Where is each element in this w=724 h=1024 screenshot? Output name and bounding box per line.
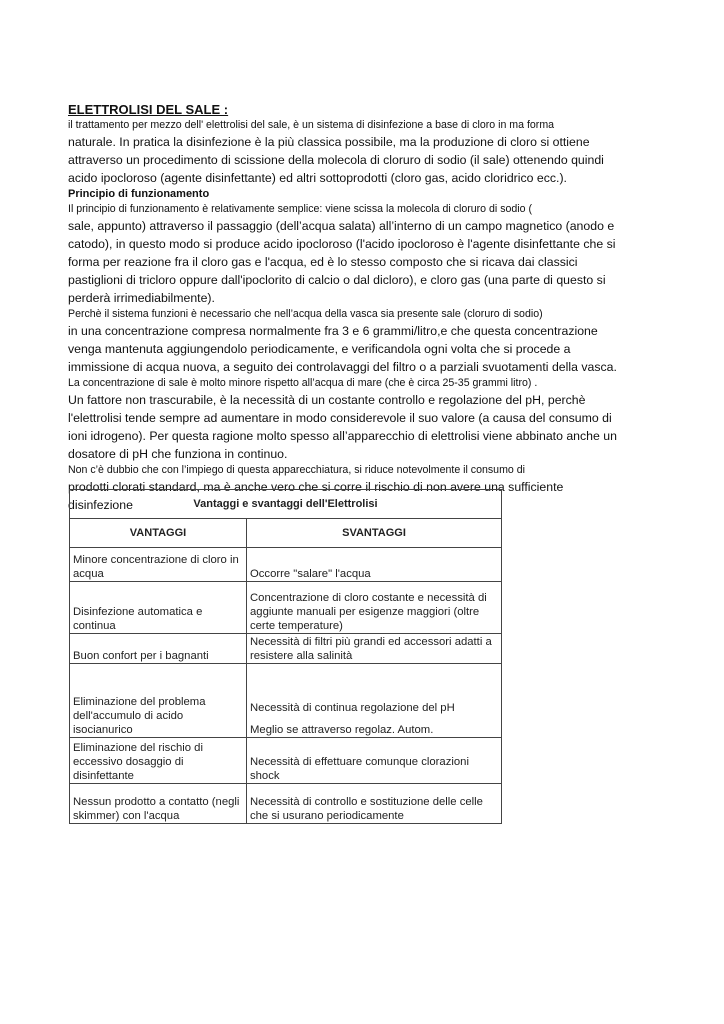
doubt-first-line: Non c’è dubbio che con l’impiego di questa apparecchiatura, si riduce notevolmente il consumo di	[68, 464, 525, 476]
table-row	[70, 784, 502, 824]
disadvantage-cell: Necessità di effettuare comunque clorazioni shock	[247, 738, 502, 784]
table-row	[70, 548, 502, 582]
comparison-table	[69, 489, 502, 824]
salt-first-line: Perchè il sistema funzioni è necessario che nell’acqua della vasca sia presente sale (cloruro di sodio)	[68, 308, 543, 320]
concentration-rest: Un fattore non trascurabile, è la necessità di un costante controllo e regolazione del pH, perchè l'elettrolisi tende sempre ad aumentare in modo considerevole il suo valore (a causa del consumo di ioni idrogeno). Per questa ragione molto spesso all’apparecchio di elettrolisi viene abbinato anche un dosatore di pH che funziona in continuo.	[68, 393, 617, 461]
table-row	[70, 582, 502, 634]
concentration-first-line: La concentrazione di sale è molto minore rispetto all’acqua di mare (che è circa 25-35 grammi litro) .	[68, 377, 538, 389]
advantage-cell: Nessun prodotto a contatto (negli skimmer) con l'acqua	[70, 784, 247, 824]
section-heading: Principio di funzionamento	[68, 188, 210, 200]
disadvantage-cell: Concentrazione di cloro costante e necessità di aggiunte manuali per esigenze maggiori (oltre certe temperature)	[247, 582, 502, 634]
disadvantage-cell: Occorre "salare" l'acqua	[247, 548, 502, 582]
header-vantaggi: VANTAGGI	[70, 519, 247, 548]
intro-paragraph	[68, 118, 628, 187]
table-caption: Vantaggi e svantaggi dell'Elettrolisi	[70, 490, 502, 519]
intro-first-line: il trattamento per mezzo dell' elettrolisi del sale, è un sistema di disinfezione a base di cloro in ma forma	[68, 119, 555, 131]
principle-first-line: Il principio di funzionamento è relativamente semplice: viene scissa la molecola di cloruro di sodio (	[68, 203, 532, 215]
advantage-cell: Disinfezione automatica e continua	[70, 582, 247, 634]
table-row	[70, 664, 502, 738]
advantage-cell: Eliminazione del problema dell'accumulo di acido isocianurico	[70, 664, 247, 738]
salt-paragraph	[68, 307, 628, 376]
disadvantage-cell	[247, 664, 502, 738]
principle-rest: sale, appunto) attraverso il passaggio (dell’acqua salata) all’interno di un campo magnetico (anodo e catodo), in questo modo si produce acido ipocloroso (l'acido ipocloroso è l'agente disinfettante che si forma per reazione fra il cloro gas e l'acqua, ed è lo stesso composto che si ricava dai classici pastiglioni di tricloro oppure dall'ipoclorito di calcio o dal dicloro), e cloro gas (una parte di questo si perderà irrimediabilmente).	[68, 219, 616, 305]
header-svantaggi: SVANTAGGI	[247, 519, 502, 548]
concentration-paragraph	[68, 376, 628, 463]
comparison-table-wrapper	[69, 489, 502, 824]
table-row	[70, 634, 502, 664]
disadvantage-main: Necessità di continua regolazione del pH	[250, 702, 455, 714]
disadvantage-note: Meglio se attraverso regolaz. Autom.	[250, 724, 434, 736]
advantage-cell: Minore concentrazione di cloro in acqua	[70, 548, 247, 582]
doubt-rest: prodotti clorati standard, ma è anche vero che si corre il rischio di non avere una sufficiente disinfezione	[68, 480, 564, 512]
intro-rest: naturale. In pratica la disinfezione è la più classica possibile, ma la produzione di cloro si ottiene attraverso un procedimento di scissione della molecola di cloruro di sodio (il sale) ottenendo quindi acido ipocloroso (agente disinfettante) ed altri sottoprodotti (cloro gas, acido cloridrico ecc.).	[68, 135, 604, 185]
document-title: ELETTROLISI DEL SALE :	[68, 102, 229, 117]
salt-rest: in una concentrazione compresa normalmente fra 3 e 6 grammi/litro,e che questa concentrazione venga mantenuta aggiungendolo periodicamente, e verificandola ogni volta che si procede a immissione di acqua nuova, a seguito dei controlavaggi del filtro o a parziali svuotamenti della vasca.	[68, 324, 617, 374]
document-body	[68, 102, 628, 514]
principle-paragraph	[68, 202, 628, 307]
disadvantage-cell: Necessità di controllo e sostituzione delle celle che si usurano periodicamente	[247, 784, 502, 824]
table-row	[70, 738, 502, 784]
advantage-cell: Eliminazione del rischio di eccessivo dosaggio di disinfettante	[70, 738, 247, 784]
disadvantage-cell: Necessità di filtri più grandi ed accessori adatti a resistere alla salinità	[247, 634, 502, 664]
advantage-cell: Buon confort per i bagnanti	[70, 634, 247, 664]
